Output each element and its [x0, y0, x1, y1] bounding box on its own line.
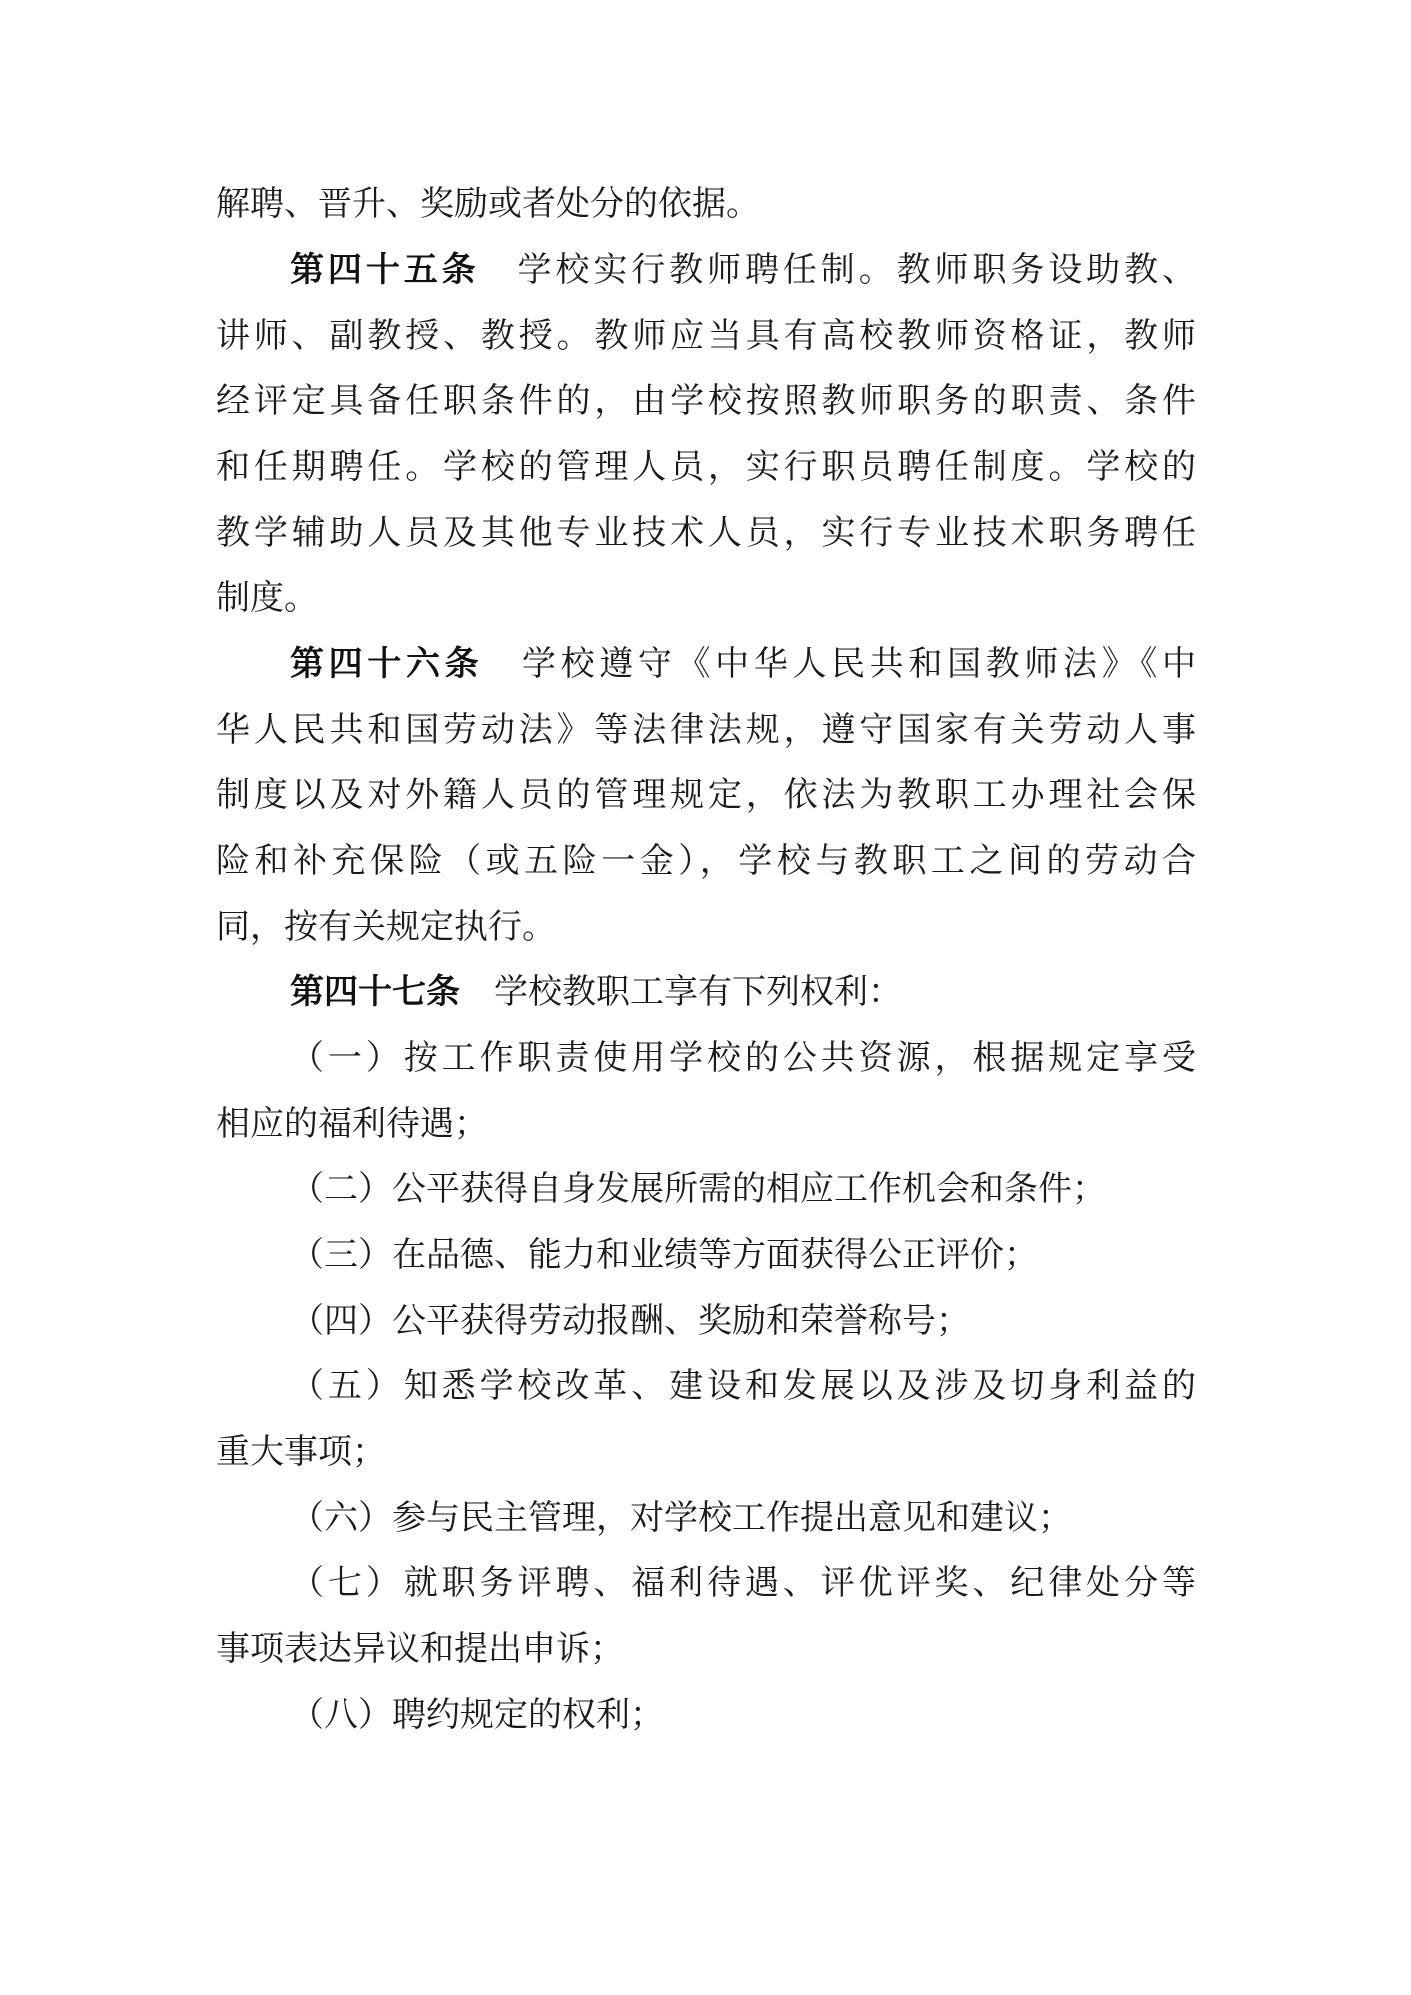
- list-item-line: （五）知悉学校改革、建设和发展以及涉及切身利益的: [290, 1366, 1196, 1406]
- text-line: 解聘、晋升、奖励或者处分的依据。: [216, 184, 760, 224]
- text-line: 制度。: [216, 578, 318, 618]
- text-line: 重大事项；: [216, 1432, 386, 1472]
- text-line: 相应的福利待遇；: [216, 1104, 488, 1144]
- text-line: 教学辅助人员及其他专业技术人员，实行专业技术职务聘任: [216, 513, 1196, 553]
- article-47-title: 第四十七条: [290, 972, 460, 1012]
- list-item-line: （六）参与民主管理，对学校工作提出意见和建议；: [290, 1498, 1072, 1538]
- list-item-line: （八）聘约规定的权利；: [290, 1695, 664, 1735]
- list-item-line: （二）公平获得自身发展所需的相应工作机会和条件；: [290, 1169, 1106, 1209]
- article-47-heading-line: 第四十七条 学校教职工享有下列权利：: [290, 972, 902, 1012]
- text-line: 制度以及对外籍人员的管理规定，依法为教职工办理社会保: [216, 775, 1196, 815]
- list-item-line: （四）公平获得劳动报酬、奖励和荣誉称号；: [290, 1301, 970, 1341]
- text-line: 和任期聘任。学校的管理人员，实行职员聘任制度。学校的: [216, 447, 1196, 487]
- text-line: 险和补充保险（或五险一金），学校与教职工之间的劳动合: [216, 841, 1196, 881]
- text-line: 事项表达异议和提出申诉；: [216, 1629, 624, 1669]
- text-line: 同，按有关规定执行。: [216, 907, 556, 947]
- list-item-line: （七）就职务评聘、福利待遇、评优评奖、纪律处分等: [290, 1563, 1196, 1603]
- article-45-heading-line: 第四十五条 学校实行教师聘任制。教师职务设助教、: [290, 250, 1196, 290]
- article-46-heading-line: 第四十六条 学校遵守《中华人民共和国教师法》《中: [290, 644, 1196, 684]
- text-line: 华人民共和国劳动法》等法律法规，遵守国家有关劳动人事: [216, 710, 1196, 750]
- list-item-line: （一）按工作职责使用学校的公共资源，根据规定享受: [290, 1038, 1196, 1078]
- list-item-line: （三）在品德、能力和业绩等方面获得公正评价；: [290, 1235, 1038, 1275]
- article-46-title: 第四十六条: [290, 644, 484, 684]
- article-45-title: 第四十五条: [290, 250, 480, 290]
- text-line: 讲师、副教授、教授。教师应当具有高校教师资格证，教师: [216, 316, 1196, 356]
- text-line: 经评定具备任职条件的，由学校按照教师职务的职责、条件: [216, 381, 1196, 421]
